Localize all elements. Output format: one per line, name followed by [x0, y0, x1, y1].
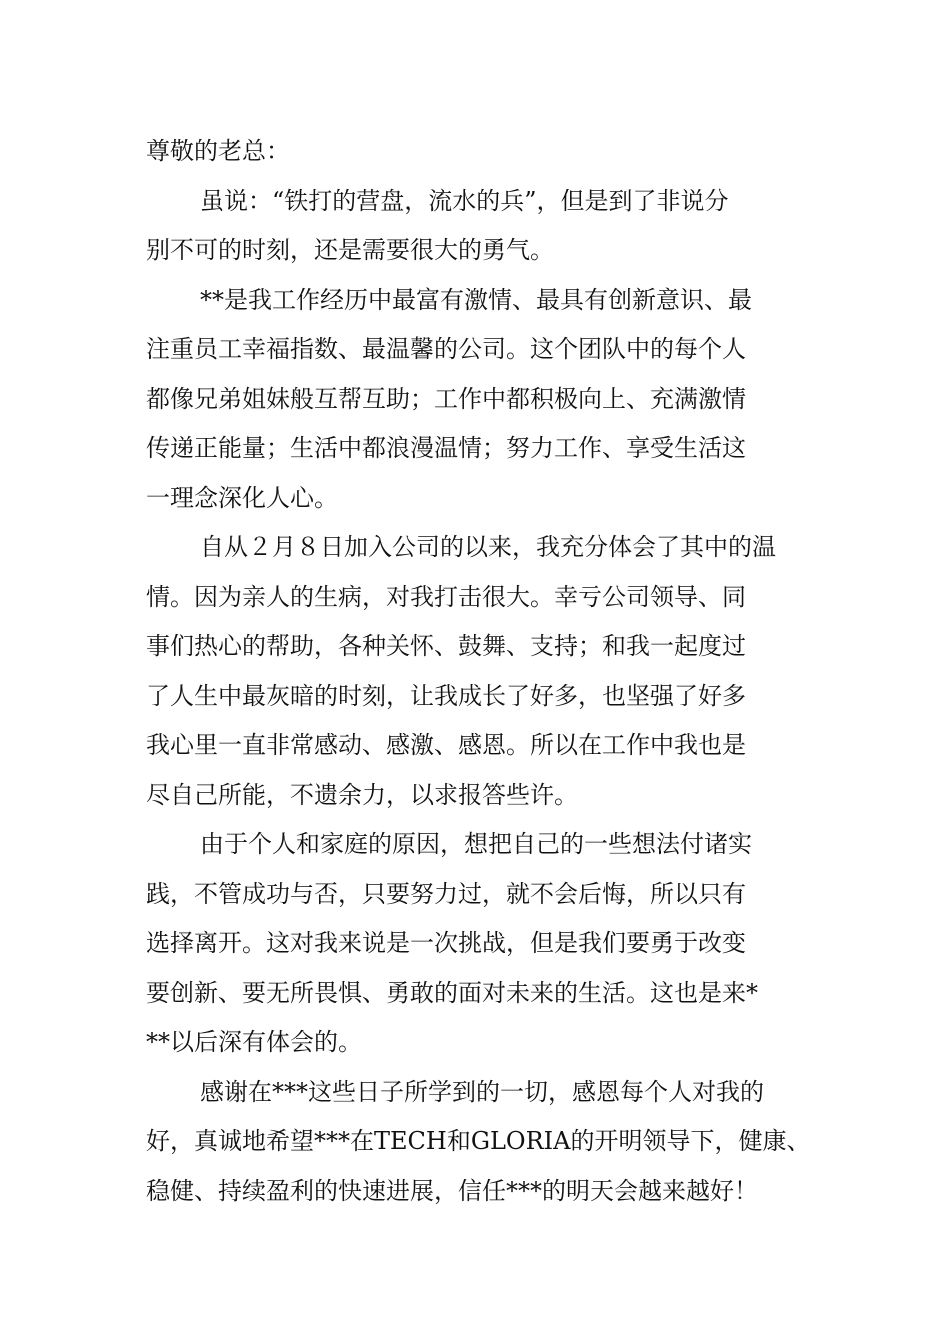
paragraph-line: 选择离开。这对我来说是一次挑战，但是我们要勇于改变 — [146, 929, 746, 957]
paragraph-line: **是我工作经历中最富有激情、最具有创新意识、最 — [200, 285, 752, 314]
paragraph-line: 别不可的时刻，还是需要很大的勇气。 — [146, 236, 554, 264]
paragraph-line: 情。因为亲人的生病，对我打击很大。幸亏公司领导、同 — [146, 582, 746, 611]
paragraph-3 — [146, 523, 846, 820]
paragraph-line: **以后深有体会的。 — [146, 1028, 362, 1056]
paragraph-line: 稳健、持续盈利的快速进展，信任***的明天会越来越好！ — [146, 1176, 758, 1205]
paragraph-line: 注重员工幸福指数、最温馨的公司。这个团队中的每个人 — [146, 335, 746, 363]
paragraph-line: 传递正能量；生活中都浪漫温情；努力工作、享受生活这 — [146, 434, 746, 462]
paragraph-1 — [146, 177, 846, 276]
paragraph-line: 都像兄弟姐妹般互帮互助；工作中都积极向上、充满激情 — [146, 384, 746, 413]
paragraph-5 — [146, 1068, 846, 1217]
resignation-letter — [146, 127, 846, 1216]
paragraph-line: 了人生中最灰暗的时刻，让我成长了好多，也坚强了好多 — [146, 681, 746, 710]
paragraph-line: 要创新、要无所畏惧、勇敢的面对未来的生活。这也是来* — [146, 978, 758, 1007]
paragraph-line: 事们热心的帮助，各种关怀、鼓舞、支持；和我一起度过 — [146, 632, 746, 660]
paragraph-2 — [146, 276, 846, 524]
paragraph-line: 我心里一直非常感动、感激、感恩。所以在工作中我也是 — [146, 731, 746, 759]
paragraph-line: 一理念深化人心。 — [146, 483, 338, 512]
salutation: 尊敬的老总： — [146, 137, 290, 165]
paragraph-line: 尽自己所能，不遗余力，以求报答些许。 — [146, 780, 578, 809]
paragraph-line: 自从２月８日加入公司的以来，我充分体会了其中的温 — [200, 533, 776, 561]
paragraph-line: 由于个人和家庭的原因，想把自己的一些想法付诸实 — [200, 830, 752, 858]
paragraph-4 — [146, 820, 846, 1068]
paragraph-line: 虽说：“铁打的营盘，流水的兵”，但是到了非说分 — [200, 186, 729, 215]
paragraph-line: 感谢在***这些日子所学到的一切，感恩每个人对我的 — [200, 1077, 764, 1106]
paragraph-line: 好，真诚地希望***在TECH和GLORIA的开明领导下，健康、 — [146, 1127, 811, 1155]
paragraph-line: 践，不管成功与否，只要努力过，就不会后悔，所以只有 — [146, 879, 746, 908]
